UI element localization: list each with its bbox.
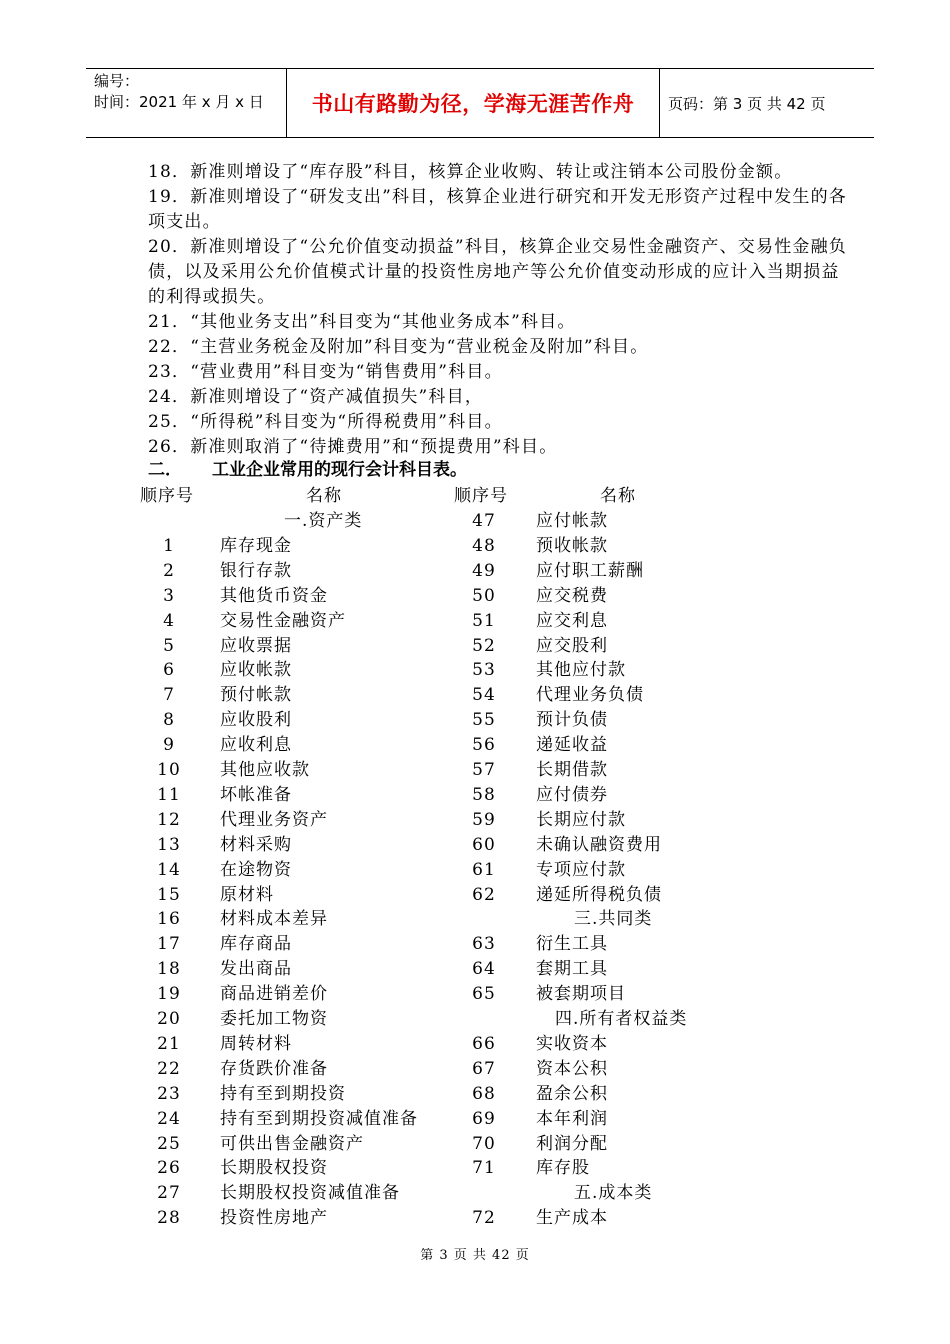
account-name-left: 持有至到期投资减值准备 [220, 1108, 418, 1129]
seq-number-left: 9 [163, 735, 175, 756]
account-name-right: 应付债券 [536, 784, 608, 805]
account-name-right: 套期工具 [536, 959, 608, 980]
account-name-left: 长期股权投资 [220, 1158, 328, 1179]
seq-number-right: 72 [472, 1208, 496, 1229]
account-name-right: 应交利息 [536, 610, 608, 631]
time-label: 时间：2021 年 x 月 x 日 [94, 93, 264, 111]
table-row [0, 1132, 950, 1157]
account-name-left: 发出商品 [220, 959, 292, 980]
seq-number-right: 64 [472, 959, 496, 980]
seq-number-left: 19 [157, 984, 181, 1005]
account-name-right: 资本公积 [536, 1058, 608, 1079]
seq-number-right: 55 [472, 710, 496, 731]
table-row [0, 1156, 950, 1181]
seq-number-right: 61 [472, 859, 496, 880]
account-name-left: 长期股权投资减值准备 [220, 1183, 400, 1204]
seq-number-right: 56 [472, 735, 496, 756]
seq-number-right: 63 [472, 934, 496, 955]
account-name-left: 周转材料 [220, 1033, 292, 1054]
account-name-right: 递延收益 [536, 735, 608, 756]
account-name-left: 在途物资 [220, 859, 292, 880]
seq-number-left: 15 [157, 884, 181, 905]
table-row [0, 833, 950, 858]
account-name-left: 商品进销差价 [220, 984, 328, 1005]
category-label-right: 五.成本类 [574, 1183, 653, 1204]
seq-number-right: 71 [472, 1158, 496, 1179]
table-row [0, 658, 950, 683]
seq-number-right: 57 [472, 760, 496, 780]
account-name-left: 材料成本差异 [220, 909, 328, 930]
table-header [0, 484, 950, 509]
seq-number-right: 62 [472, 884, 496, 905]
page-footer: 第 3 页 共 42 页 [420, 1248, 530, 1263]
account-name-right: 应付帐款 [536, 511, 608, 531]
seq-number-left: 22 [157, 1058, 181, 1079]
paragraph-23: 23．“营业费用”科目变为“销售费用”科目。 [148, 362, 503, 382]
seq-number-left: 27 [157, 1183, 181, 1204]
table-row [0, 683, 950, 708]
paragraph-24: 24．新准则增设了“资产减值损失”科目， [148, 387, 484, 407]
account-name-left: 持有至到期投资 [220, 1083, 346, 1104]
seq-number-left: 26 [157, 1158, 181, 1179]
seq-number-right: 51 [472, 610, 496, 631]
account-name-left: 其他货币资金 [220, 585, 328, 606]
table-row [0, 982, 950, 1007]
table-row [0, 584, 950, 609]
table-row [0, 609, 950, 634]
section-heading: 工业企业常用的现行会计科目表。 [212, 460, 467, 480]
seq-number-left: 21 [157, 1033, 181, 1054]
seq-number-left: 1 [163, 535, 175, 556]
section-title [148, 458, 467, 482]
seq-number-left: 8 [163, 710, 175, 731]
table-row [0, 1107, 950, 1132]
seq-number-right: 67 [472, 1058, 496, 1079]
seq-number-left: 11 [157, 784, 181, 805]
seq-number-left: 28 [157, 1208, 181, 1229]
table-row [0, 883, 950, 908]
paragraph-21: 21．“其他业务支出”科目变为“其他业务成本”科目。 [148, 312, 576, 332]
header-seq-left: 顺序号 [140, 486, 194, 506]
account-name-right: 代理业务负债 [536, 685, 644, 706]
header-name-right: 名称 [600, 486, 636, 506]
account-name-left: 原材料 [220, 884, 274, 905]
seq-number-left: 23 [157, 1083, 181, 1104]
header-meta [86, 69, 286, 139]
seq-number-right: 48 [472, 535, 496, 556]
account-name-left: 库存现金 [220, 535, 292, 556]
seq-number-right: 52 [472, 635, 496, 656]
seq-number-left: 17 [157, 934, 181, 955]
page-header [86, 68, 874, 138]
seq-number-right: 58 [472, 784, 496, 805]
account-name-left: 存货跌价准备 [220, 1058, 328, 1079]
account-name-left: 委托加工物资 [220, 1009, 328, 1029]
seq-number-right: 69 [472, 1108, 496, 1129]
seq-number-left: 4 [163, 610, 175, 631]
seq-number-right: 66 [472, 1033, 496, 1054]
account-name-right: 生产成本 [536, 1208, 608, 1229]
table-row [0, 858, 950, 883]
table-row [0, 534, 950, 559]
account-name-left: 应收票据 [220, 635, 292, 656]
account-name-right: 衍生工具 [536, 934, 608, 955]
table-row [0, 634, 950, 659]
table-row [0, 907, 950, 932]
seq-number-left: 7 [163, 685, 175, 706]
account-name-left: 坏帐准备 [220, 784, 292, 805]
account-name-right: 利润分配 [536, 1133, 608, 1154]
paragraph-25: 25．“所得税”科目变为“所得税费用”科目。 [148, 412, 503, 432]
account-name-right: 长期借款 [536, 760, 608, 780]
seq-number-left: 6 [163, 660, 175, 681]
seq-number-left: 10 [157, 760, 181, 780]
seq-number-left: 24 [157, 1108, 181, 1129]
seq-number-right: 53 [472, 660, 496, 681]
section-number: 二． [148, 460, 182, 480]
body-paragraphs [148, 160, 848, 460]
seq-number-right: 60 [472, 834, 496, 855]
header-motto: 书山有路勤为径，学海无涯苦作舟 [286, 69, 660, 137]
header-page-number: 页码：第 3 页 共 42 页 [668, 94, 826, 113]
account-name-right: 应交税费 [536, 585, 608, 606]
seq-number-left: 13 [157, 834, 181, 855]
paragraph-18: 18．新准则增设了“库存股”科目，核算企业收购、转让或注销本公司股份金额。 [148, 162, 793, 182]
paragraph-19: 19．新准则增设了“研发支出”科目，核算企业进行研究和开发无形资产过程中发生的各 项支出。 [148, 187, 848, 232]
account-name-left: 应收股利 [220, 710, 292, 731]
table-row [0, 733, 950, 758]
table-row [0, 1082, 950, 1107]
account-name-left: 其他应收款 [220, 760, 310, 780]
seq-number-right: 70 [472, 1133, 496, 1154]
account-name-right: 本年利润 [536, 1108, 608, 1129]
table-row [0, 758, 950, 783]
table-row [0, 957, 950, 982]
seq-number-left: 20 [157, 1009, 181, 1029]
paragraph-22: 22．“主营业务税金及附加”科目变为“营业税金及附加”科目。 [148, 337, 649, 357]
seq-number-right: 65 [472, 984, 496, 1005]
table-row [0, 1057, 950, 1082]
account-name-right: 预收帐款 [536, 535, 608, 556]
seq-number-right: 68 [472, 1083, 496, 1104]
seq-number-left: 16 [157, 909, 181, 930]
table-row [0, 1007, 950, 1032]
account-name-left: 交易性金融资产 [220, 610, 346, 631]
account-name-right: 应付职工薪酬 [536, 560, 644, 581]
header-name-left: 名称 [306, 486, 342, 506]
account-name-left: 银行存款 [220, 560, 292, 581]
table-row [0, 1032, 950, 1057]
header-seq-right: 顺序号 [454, 486, 508, 506]
seq-number-left: 2 [163, 560, 175, 581]
table-row [0, 1206, 950, 1231]
seq-number-left: 25 [157, 1133, 181, 1154]
table-row [0, 932, 950, 957]
account-name-left: 代理业务资产 [220, 809, 328, 830]
seq-number-left: 14 [157, 859, 181, 880]
seq-number-left: 5 [163, 635, 175, 656]
account-name-right: 未确认融资费用 [536, 834, 662, 855]
account-name-right: 预计负债 [536, 710, 608, 731]
account-name-left: 投资性房地产 [220, 1208, 328, 1229]
account-name-right: 专项应付款 [536, 859, 626, 880]
seq-number-right: 59 [472, 809, 496, 830]
account-name-right: 库存股 [536, 1158, 590, 1179]
account-name-right: 被套期项目 [536, 984, 626, 1005]
table-row [0, 509, 950, 534]
account-name-right: 长期应付款 [536, 809, 626, 830]
account-name-right: 盈余公积 [536, 1083, 608, 1104]
code-label: 编号： [94, 72, 140, 90]
seq-number-right: 47 [472, 511, 496, 531]
seq-number-right: 49 [472, 560, 496, 581]
table-row [0, 559, 950, 584]
account-name-left: 应收帐款 [220, 660, 292, 681]
seq-number-left: 12 [157, 809, 181, 830]
seq-number-left: 18 [157, 959, 181, 980]
seq-number-left: 3 [163, 585, 175, 606]
account-name-right: 应交股利 [536, 635, 608, 656]
paragraph-26: 26．新准则取消了“待摊费用”和“预提费用”科目。 [148, 437, 558, 457]
account-name-left: 预付帐款 [220, 685, 292, 706]
seq-number-right: 54 [472, 685, 496, 706]
account-name-left: 材料采购 [220, 834, 292, 855]
table-row [0, 783, 950, 808]
table-row [0, 1181, 950, 1206]
account-name-left: 应收利息 [220, 735, 292, 756]
account-name-right: 递延所得税负债 [536, 884, 662, 905]
seq-number-right: 50 [472, 585, 496, 606]
category-label-left: 一.资产类 [284, 511, 363, 531]
account-name-left: 库存商品 [220, 934, 292, 955]
paragraph-20: 20．新准则增设了“公允价值变动损益”科目，核算企业交易性金融资产、交易性金融负债，以及采用公允价值模式计量的投资性房地产等公允价值变动形成的应计入当期损益的利得或损失。 [148, 237, 848, 307]
account-name-right: 实收资本 [536, 1033, 608, 1054]
table-row [0, 808, 950, 833]
account-name-right: 其他应付款 [536, 660, 626, 681]
category-label-right: 四.所有者权益类 [555, 1009, 688, 1029]
table-row [0, 708, 950, 733]
category-label-right: 三.共同类 [574, 909, 653, 930]
account-name-left: 可供出售金融资产 [220, 1133, 364, 1154]
